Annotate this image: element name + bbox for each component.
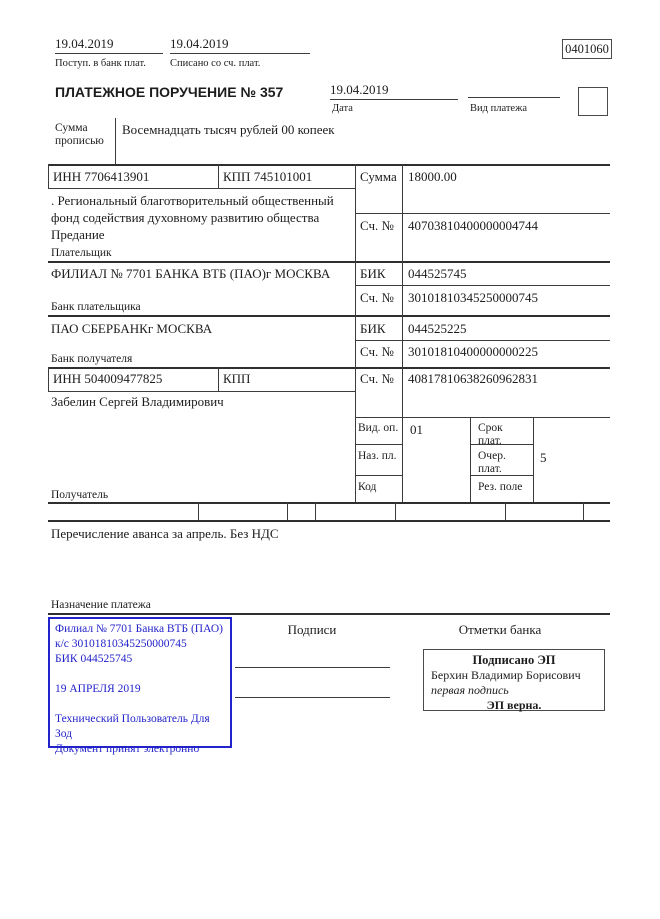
table-border: [198, 502, 199, 520]
reserve-field-label: Рез. поле: [478, 481, 523, 493]
bank-stamp-line: Филиал № 7701 Банка ВТБ (ПАО): [55, 623, 223, 635]
table-border: [48, 261, 610, 263]
table-border: [48, 164, 49, 188]
payee-inn: ИНН 504009477825: [53, 371, 163, 386]
received-in-bank-label: Поступ. в банк плат.: [55, 58, 146, 69]
signatures-label: Подписи: [287, 622, 337, 637]
table-border: [505, 502, 506, 520]
bank-stamp-spacer: [55, 667, 225, 682]
table-border: [48, 367, 49, 391]
electronic-signature-stamp: [423, 649, 605, 711]
table-border: [218, 367, 219, 391]
payer-bank-name: ФИЛИАЛ № 7701 БАНКА ВТБ (ПАО)г МОСКВА: [51, 266, 331, 281]
payment-purpose-text: Перечисление аванса за апрель. Без НДС: [51, 526, 279, 541]
purpose-code-label: Наз. пл.: [358, 450, 397, 462]
ep-stamp-note: первая подпись: [431, 683, 509, 697]
pay-term-label: Срок плат.: [478, 422, 503, 447]
table-border: [48, 502, 610, 504]
payee-bank-bik: 044525225: [408, 321, 467, 336]
pay-order-value: 5: [540, 450, 547, 465]
bank-stamp-line: к/с 30101810345250000745: [55, 638, 187, 650]
op-kind-label: Вид. оп.: [358, 422, 399, 434]
table-border: [355, 444, 402, 445]
table-border: [48, 367, 610, 369]
table-border: [583, 502, 584, 520]
table-border: [48, 613, 610, 615]
bank-stamp-line: БИК 044525745: [55, 653, 133, 665]
payer-bank-account-label: Сч. №: [360, 290, 394, 305]
payee-bank-account-label: Сч. №: [360, 344, 394, 359]
payer-label: Плательщик: [51, 247, 112, 259]
table-border: [48, 164, 610, 166]
payee-account: 40817810638260962831: [408, 371, 538, 386]
table-border: [355, 475, 402, 476]
payer-bank-account: 30101810345250000745: [408, 290, 538, 305]
bank-marks-label: Отметки банка: [458, 622, 542, 637]
table-border: [48, 315, 610, 317]
table-border: [402, 164, 403, 502]
table-border: [470, 417, 471, 502]
table-border: [533, 417, 534, 502]
payee-bank-label: Банк получателя: [51, 353, 133, 365]
payer-account-label: Сч. №: [360, 218, 394, 233]
debited-from-account-date: 19.04.2019: [170, 36, 310, 54]
code-label: Код: [358, 481, 377, 493]
amount-words-label: Сумма прописью: [55, 122, 104, 147]
form-code-box: 0401060: [562, 39, 612, 59]
payer-inn: ИНН 7706413901: [53, 169, 150, 184]
payer-kpp: КПП 745101001: [223, 169, 313, 184]
payee-name: Забелин Сергей Владимирович: [51, 394, 224, 409]
table-border: [355, 164, 356, 502]
bank-stamp-date: 19 АПРЕЛЯ 2019: [55, 683, 141, 695]
sum-value: 18000.00: [408, 169, 457, 184]
document-date-label: Дата: [332, 103, 353, 114]
table-border: [355, 340, 610, 341]
table-border: [48, 391, 355, 392]
ep-stamp-verified: ЭП верна.: [486, 698, 542, 712]
payee-kpp-label: КПП: [223, 371, 251, 386]
table-border: [115, 118, 116, 164]
payer-name: . Региональный благотворительный общественный фонд содействия духовному развитию общества Предание: [51, 193, 334, 242]
debited-from-account-label: Списано со сч. плат.: [170, 58, 261, 69]
payment-kind-box: [578, 87, 608, 116]
table-border: [355, 213, 610, 214]
pay-order-label: Очер. плат.: [478, 450, 506, 475]
received-in-bank-date: 19.04.2019: [55, 36, 163, 54]
payer-bank-label: Банк плательщика: [51, 301, 141, 313]
table-border: [48, 188, 355, 189]
table-border: [287, 502, 288, 520]
payment-kind-line: [468, 82, 560, 98]
payee-account-label: Сч. №: [360, 371, 394, 386]
table-border: [355, 285, 610, 286]
table-border: [315, 502, 316, 520]
signature-line: [235, 697, 390, 698]
bank-stamp-line: Технический Пользователь Для Зод: [55, 713, 210, 740]
payment-kind-label: Вид платежа: [470, 103, 528, 114]
bank-stamp-line: Документ принят электронно: [55, 743, 200, 755]
amount-words-value: Восемнадцать тысяч рублей 00 копеек: [122, 122, 335, 137]
payer-bank-bik-label: БИК: [360, 266, 386, 281]
table-border: [355, 417, 610, 418]
payer-bank-bik: 044525745: [408, 266, 467, 281]
op-kind-value: 01: [410, 422, 423, 437]
bank-acceptance-stamp: [48, 617, 232, 755]
payee-bank-account: 30101810400000000225: [408, 344, 538, 359]
table-border: [395, 502, 396, 520]
payee-label: Получатель: [51, 489, 109, 501]
document-title: ПЛАТЕЖНОЕ ПОРУЧЕНИЕ № 357: [55, 84, 284, 100]
payment-purpose-label: Назначение платежа: [51, 599, 151, 611]
bank-stamp-spacer: [55, 697, 225, 712]
signature-line: [235, 667, 390, 668]
table-border: [218, 164, 219, 188]
payee-bank-name: ПАО СБЕРБАНКг МОСКВА: [51, 321, 213, 336]
payee-bank-bik-label: БИК: [360, 321, 386, 336]
sum-label: Сумма: [360, 169, 397, 184]
ep-stamp-title: Подписано ЭП: [472, 653, 556, 667]
ep-stamp-signer-name: Берхин Владимир Борисович: [431, 668, 581, 682]
table-border: [48, 520, 610, 522]
payer-account: 40703810400000004744: [408, 218, 538, 233]
document-date: 19.04.2019: [330, 82, 458, 100]
